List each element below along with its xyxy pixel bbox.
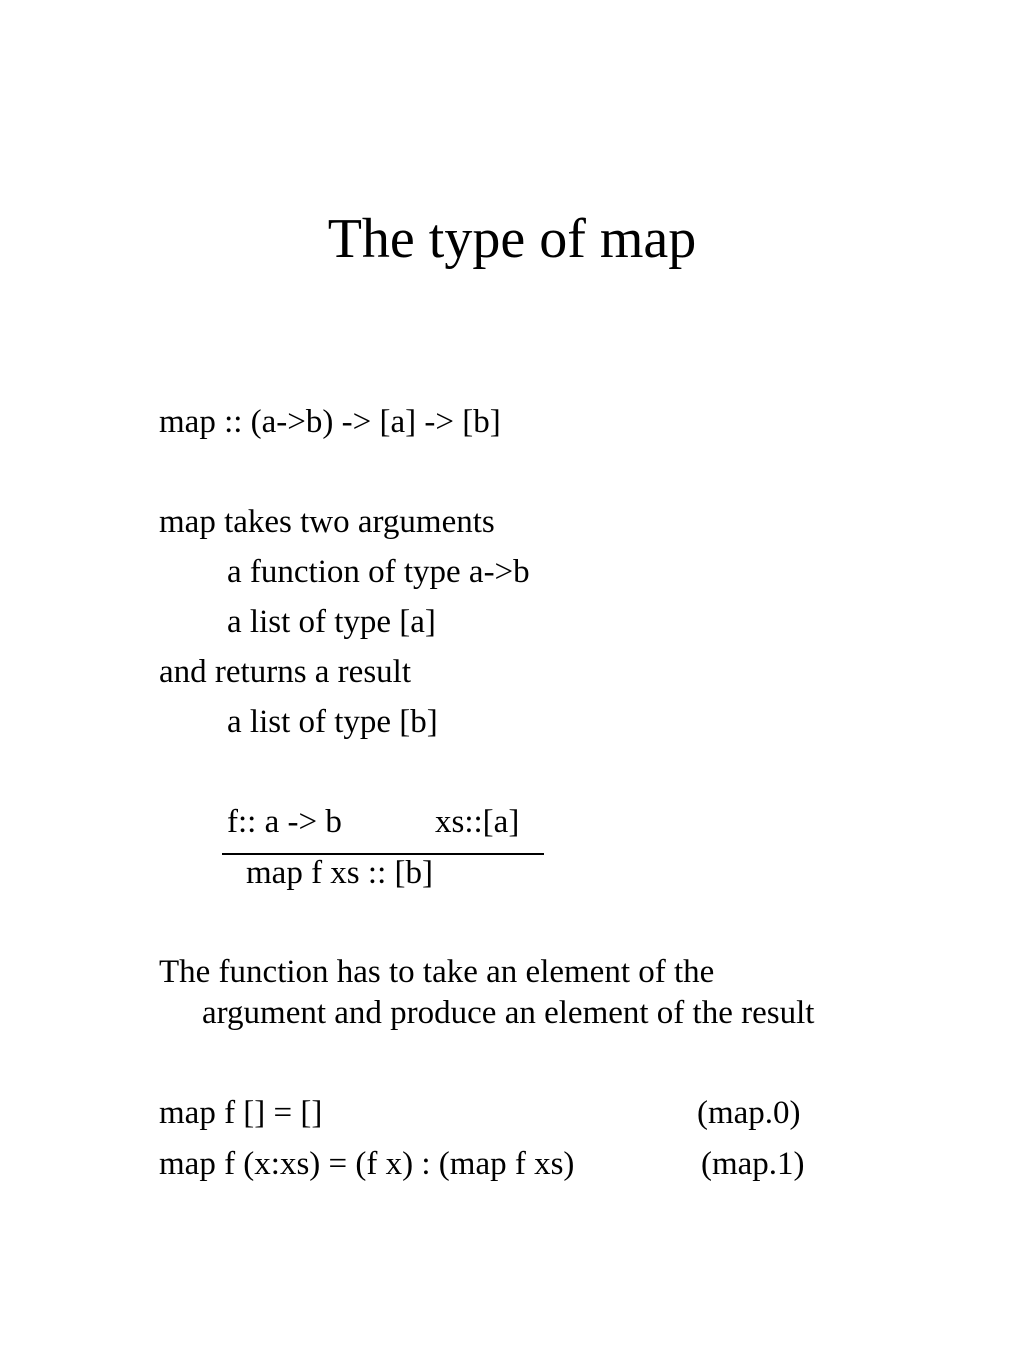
map-type-signature: map :: (a->b) -> [a] -> [b] <box>159 404 501 440</box>
returns-heading: and returns a result <box>159 654 411 690</box>
rule-conclusion: map f xs :: [b] <box>246 855 433 891</box>
argument-function-type: a function of type a->b <box>227 554 530 590</box>
rule-premise-list: xs::[a] <box>435 804 520 840</box>
slide-title: The type of map <box>327 208 697 270</box>
explanation-line-2: argument and produce an element of the result <box>202 995 815 1031</box>
explanation-line-1: The function has to take an element of the <box>159 954 715 990</box>
equation-label-map-0: (map.0) <box>697 1095 801 1131</box>
equation-map-1: map f (x:xs) = (f x) : (map f xs) <box>159 1146 575 1182</box>
equation-label-map-1: (map.1) <box>701 1146 805 1182</box>
arguments-heading: map takes two arguments <box>159 504 495 540</box>
argument-list-type: a list of type [a] <box>227 604 436 640</box>
result-list-type: a list of type [b] <box>227 704 438 740</box>
rule-premise-function: f:: a -> b <box>227 804 342 840</box>
equation-map-0: map f [] = [] <box>159 1095 323 1131</box>
